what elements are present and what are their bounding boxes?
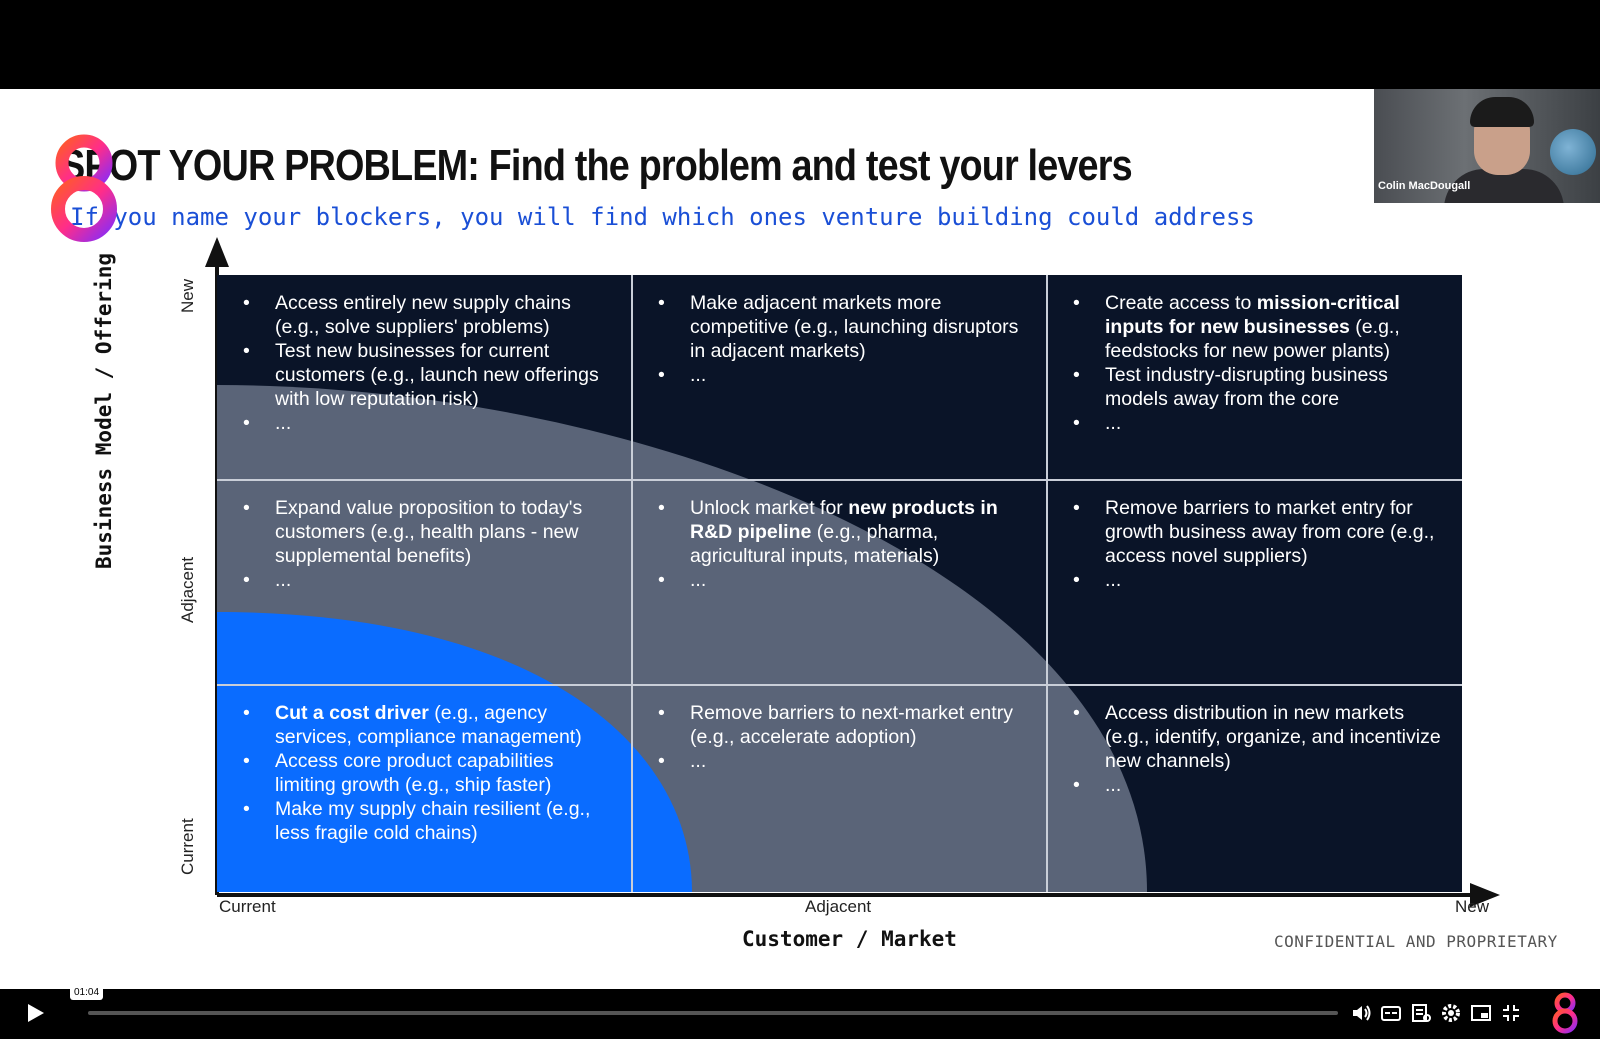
bullet: • Access distribution in new markets (e.g., identify, organize, and incentivize new channels): [1105, 701, 1448, 773]
cell-new-offering-current-market: [217, 275, 632, 480]
y-axis-label: Business Model / Offering: [92, 252, 116, 569]
cell-new-offering-new-market: [1047, 275, 1462, 480]
webcam-name-label: Colin MacDougall: [1378, 180, 1471, 192]
cell-adjacent-offering-current-market: [217, 480, 632, 685]
cell-current-offering-new-market: [1047, 685, 1462, 890]
bullet: • ...: [1105, 411, 1448, 435]
bullet: • Make my supply chain resilient (e.g., less fragile cold chains): [275, 797, 618, 845]
bullet: • Unlock market for new products in R&D pipeline (e.g., pharma, agricultural inputs, materials): [690, 496, 1033, 568]
bullet: • Test industry-disrupting business models away from the core: [1105, 363, 1448, 411]
cell-current-offering-adjacent-market: [632, 685, 1047, 890]
y-tick-current: Current: [178, 818, 197, 875]
progress-bar[interactable]: [88, 1011, 1338, 1015]
bullet: • Expand value proposition to today's customers (e.g., health plans - new supplemental benefits): [275, 496, 618, 568]
bullet: • ...: [275, 411, 618, 435]
cell-adjacent-offering-adjacent-market: [632, 480, 1047, 685]
cell-new-offering-adjacent-market: [632, 275, 1047, 480]
bullet: • ...: [690, 568, 1033, 592]
cell-adjacent-offering-new-market: [1047, 480, 1462, 685]
transcript-icon[interactable]: [1410, 1002, 1432, 1024]
captions-icon[interactable]: [1380, 1002, 1402, 1024]
bullet: • Make adjacent markets more competitive (e.g., launching disruptors in adjacent markets): [690, 291, 1033, 363]
bullet: • Cut a cost driver (e.g., agency services, compliance management): [275, 701, 618, 749]
play-icon[interactable]: [28, 1004, 44, 1022]
presentation-slide: [0, 89, 1600, 989]
cell-current-offering-current-market: [217, 685, 632, 890]
bullet: • Test new businesses for current customers (e.g., launch new offerings with low reputation risk): [275, 339, 618, 411]
x-axis-label: Customer / Market: [742, 927, 957, 951]
confidential-footer: CONFIDENTIAL AND PROPRIETARY: [1274, 932, 1558, 951]
bullet: • ...: [690, 363, 1033, 387]
bullet: • ...: [275, 568, 618, 592]
x-tick-current: Current: [219, 897, 276, 916]
bullet: • Access core product capabilities limiting growth (e.g., ship faster): [275, 749, 618, 797]
pip-icon[interactable]: [1470, 1002, 1492, 1024]
x-tick-new: New: [1455, 897, 1490, 916]
x-tick-adjacent: Adjacent: [805, 897, 872, 916]
exit-fullscreen-icon[interactable]: [1500, 1002, 1522, 1024]
settings-icon[interactable]: [1440, 1002, 1462, 1024]
brand-logo-small-icon: [1548, 990, 1582, 1036]
bullet: • ...: [1105, 568, 1448, 592]
y-tick-new: New: [178, 278, 197, 313]
bullet: • Access entirely new supply chains (e.g., solve suppliers' problems): [275, 291, 618, 339]
time-tooltip: 01:04: [70, 985, 103, 1000]
bullet: • ...: [690, 749, 1033, 773]
bullet: • Remove barriers to market entry for growth business away from core (e.g., access novel suppliers): [1105, 496, 1448, 568]
slide-subtitle: If you name your blockers, you will find which ones venture building could address: [70, 203, 1255, 231]
opportunity-matrix: [217, 275, 1462, 892]
volume-icon[interactable]: [1350, 1002, 1372, 1024]
y-tick-adjacent: Adjacent: [178, 556, 197, 623]
bullet: • Remove barriers to next-market entry (e.g., accelerate adoption): [690, 701, 1033, 749]
bullet: • ...: [1105, 773, 1448, 797]
slide-title: SPOT YOUR PROBLEM: Find the problem and test your levers: [60, 141, 1132, 190]
bullet: • Create access to mission-critical inputs for new businesses (e.g., feedstocks for new power plants): [1105, 291, 1448, 363]
